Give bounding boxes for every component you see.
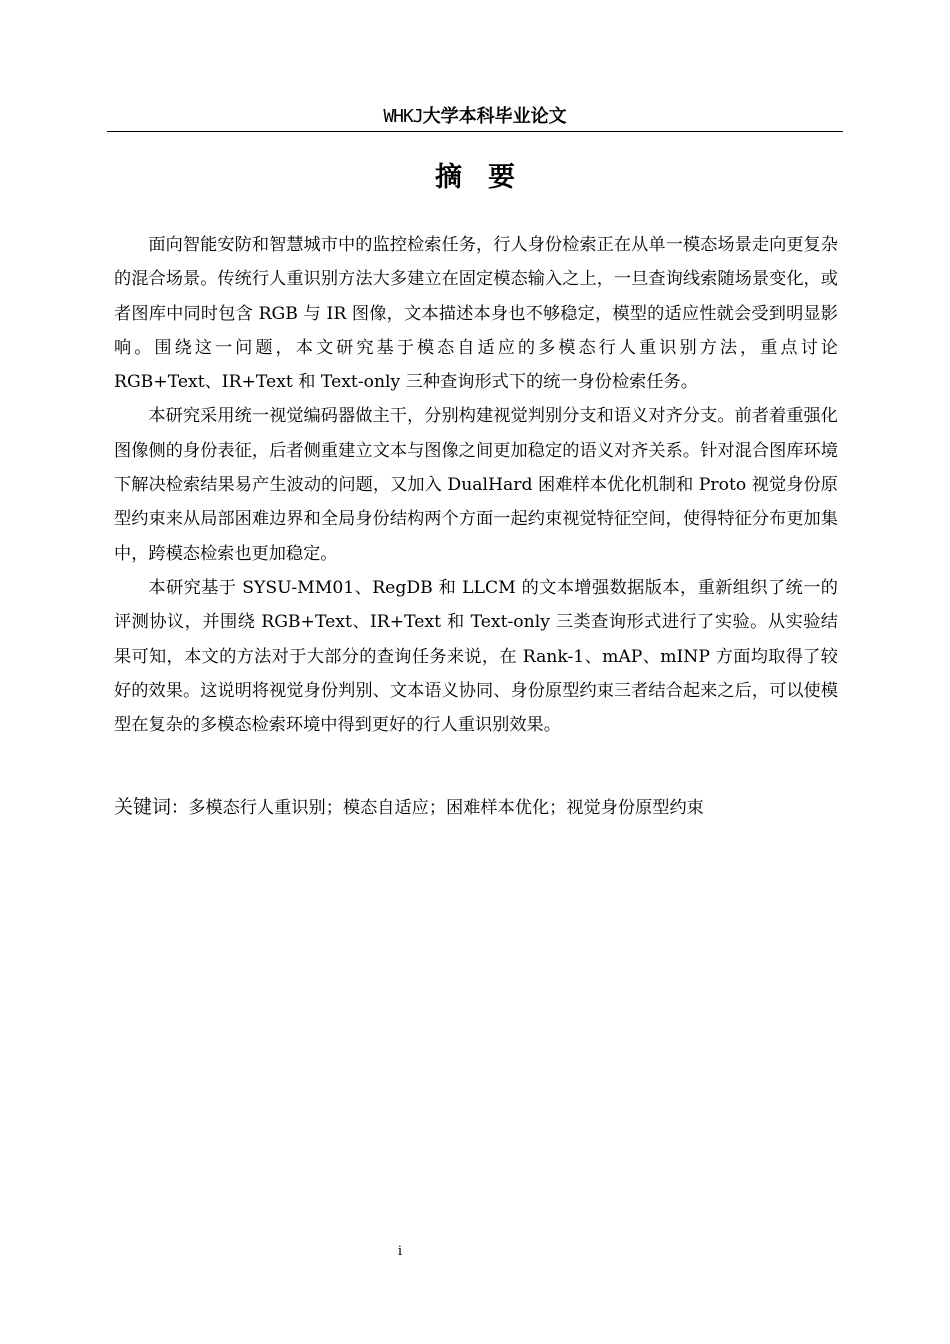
keywords-items: 多模态行人重识别；模态自适应；困难样本优化；视觉身份原型约束 xyxy=(188,798,704,818)
abstract-paragraph-2: 本研究采用统一视觉编码器做主干，分别构建视觉判别分支和语义对齐分支。前者着重强化图像侧的身份表征，后者侧重建立文本与图像之间更加稳定的语义对齐关系。针对混合图库环境下解决检索结果易产生波动的问题，又加入 DualHard 困难样本优化机制和 Proto 视觉身份原型约束来从局部困难边界和全局身份结构两个方面一起约束视觉特征空间，使得特征分布更加集中，跨模态检索也更加稳定。 xyxy=(114,406,838,564)
keywords-line xyxy=(114,792,838,823)
page-number: i xyxy=(397,1244,403,1259)
header-rule xyxy=(107,131,843,132)
page-header xyxy=(107,104,843,129)
page-title: 摘要 xyxy=(435,162,541,193)
abstract-paragraph-1: 面向智能安防和智慧城市中的监控检索任务，行人身份检索正在从单一模态场景走向更复杂的混合场景。传统行人重识别方法大多建立在固定模态输入之上，一旦查询线索随场景变化，或者图库中同时包含 RGB 与 IR 图像，文本描述本身也不够稳定，模型的适应性就会受到明显影响。围绕这一问题，本文研究基于模态自适应的多模态行人重识别方法，重点讨论 RGB+Text、IR+Text 和 Text-only 三种查询形式下的统一身份检索任务。 xyxy=(114,235,838,393)
abstract-body xyxy=(114,228,838,742)
keywords-label: 关键词 xyxy=(114,796,172,818)
header-prefix: WHKJ xyxy=(383,106,423,127)
abstract-paragraph-3: 本研究基于 SYSU-MM01、RegDB 和 LLCM 的文本增强数据版本，重新组织了统一的评测协议，并围绕 RGB+Text、IR+Text 和 Text-only 三类查询形式进行了实验。从实验结果可知，本文的方法对于大部分的查询任务来说，在 Rank-1、mAP、mINP 方面均取得了较好的效果。这说明将视觉身份判别、文本语义协同、身份原型约束三者结合起来之后，可以使模型在复杂的多模态检索环境中得到更好的行人重识别效果。 xyxy=(114,577,838,736)
keywords-separator: ： xyxy=(171,798,189,818)
header-text: 大学本科毕业论文 xyxy=(422,106,567,127)
